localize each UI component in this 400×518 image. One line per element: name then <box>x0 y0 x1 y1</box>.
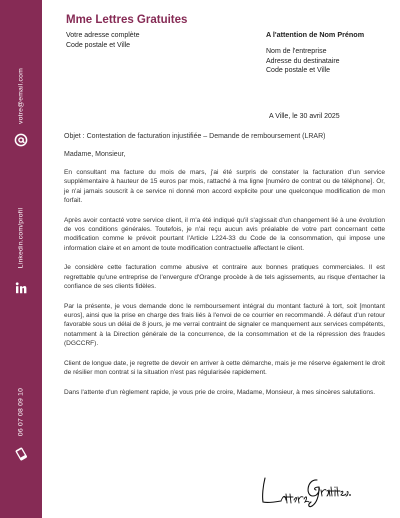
sidebar-linkedin: Linkedin.com/profil <box>17 207 25 269</box>
paragraph: Après avoir contacté votre service client, il m'a été indiqué qu'il s'agissait d'un changement lié à une évolution de vos conditions générales. Toutefois, je n'ai reçu aucun avis préalable de votre part concernant cette modification comme le prévoit pourtant l'Article L224-33 du Code de la consommation, qui impose une information claire et en amont de toute modification contractuelle affectant le client. <box>64 216 385 252</box>
at-icon <box>14 133 28 147</box>
sidebar <box>0 0 42 518</box>
recipient-company: Nom de l'entreprise <box>266 48 327 55</box>
paragraph: Client de longue date, je regrette de devoir en arriver à cette démarche, mais je me réserve également le droit de résilier mon contrat si la situation n'est pas régularisée rapidement. <box>64 359 385 377</box>
linkedin-icon <box>14 281 28 295</box>
recipient-attention: A l'attention de Nom Prénom <box>266 30 365 39</box>
sender-address: Votre adresse complète <box>66 32 140 39</box>
sidebar-email: votre@email.com <box>17 68 25 124</box>
signature-logo <box>255 470 355 510</box>
paragraph: Par la présente, je vous demande donc le remboursement intégral du montant facturé à tort, soit [montant euros], ainsi que la prise en charge des frais liés à l'envoi de ce courrier en recommandé. À défaut d'un retour favorable sous un délai de 8 jours, je me verrai contraint de signaler ce manquement aux services compétents, notamment à la Direction générale de la concurrence, de la consommation et de la répression des fraudes (DGCCRF). <box>64 302 385 347</box>
sender-name: Mme Lettres Gratuites <box>66 14 188 26</box>
sender-city: Code postale et Ville <box>66 41 131 49</box>
date-line: A Ville, le 30 avril 2025 <box>269 113 340 120</box>
recipient-block <box>266 30 364 76</box>
sidebar-phone: 06 07 08 09 10 <box>17 387 25 437</box>
salutation: Madame, Monsieur, <box>64 151 126 158</box>
paragraph: Je considère cette facturation comme abusive et contraire aux bonnes pratiques commerciales. Il est regrettable qu'une entreprise de l'envergure d'Orange procède à de tels agissements, au risque d'entacher la confiance de ses clients fidèles. <box>64 264 385 290</box>
recipient-city: Code postale et Ville <box>266 67 331 75</box>
sender-block <box>66 14 187 50</box>
letter-body <box>64 132 385 408</box>
phone-icon <box>14 447 28 461</box>
recipient-address: Adresse du destinataire <box>266 57 340 65</box>
paragraph: Dans l'attente d'un règlement rapide, je vous prie de croire, Madame, Monsieur, à mes sincères salutations. <box>64 388 376 396</box>
letter-object: Objet : Contestation de facturation injustifiée – Demande de remboursement (LRAR) <box>64 133 326 140</box>
paragraph: En consultant ma facture du mois de mars, j'ai été surpris de constater la facturation d'un service supplémentaire à hauteur de 15 euros par mois, rattaché à ma ligne [numéro de contrat ou de téléphone]. Or, je n'ai jamais souscrit à ce service ni donné mon accord explicite pour une quelconque modification de mon forfait. <box>64 169 385 204</box>
